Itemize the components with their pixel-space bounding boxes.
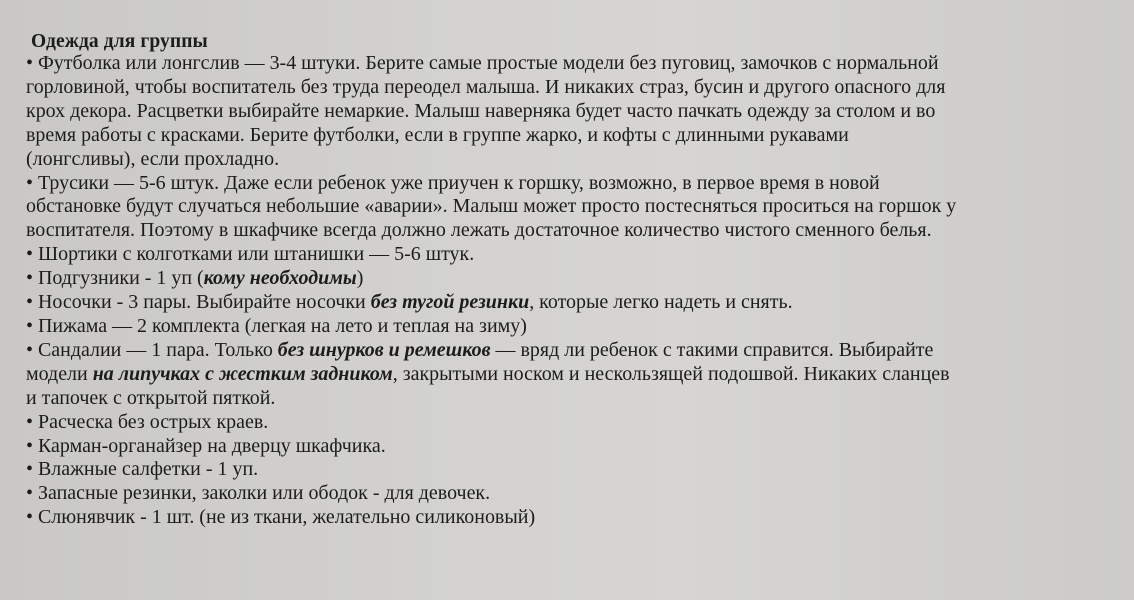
list-item [26,315,1114,339]
list-item-line [26,482,1112,506]
list-item-line [26,52,1112,76]
list-item [26,506,1114,530]
list-item [26,243,1114,267]
item-text: (лонгсливы), если прохладно. [26,147,280,170]
item-text: • Шортики с колготками или штанишки — 5-6 штук. [26,243,475,266]
item-text: • Влажные салфетки - 1 уп. [26,458,259,481]
list-item [26,291,1114,315]
item-text: крох декора. Расцветки выбирайте немаркие. Малыш наверняка будет часто пачкать одежду за столом и во [26,99,936,122]
list-item-line [26,387,1112,411]
list-item-line [26,195,1112,219]
emphasis-text: без шнурков и ремешков [277,338,491,361]
item-text: время работы с красками. Берите футболки, если в группе жарко, и кофты с длинными рукавами [26,123,849,146]
item-text: • Носочки - 3 пары. Выбирайте носочки [26,291,371,314]
list-item-line [26,435,1112,459]
item-text: и тапочек с открытой пяткой. [26,386,276,409]
list-item-line [26,172,1112,196]
item-text: модели [26,362,93,385]
list-item-line [26,76,1112,100]
clothing-list [26,52,1114,530]
item-text: воспитателя. Поэтому в шкафчике всегда должно лежать достаточное количество чистого сменного белья. [26,219,932,242]
list-item-line [26,411,1112,435]
list-item-line [26,291,1112,315]
emphasis-text: кому необходимы [203,267,357,290]
item-text: • Подгузники - 1 уп ( [26,267,204,290]
list-item-line [26,243,1112,267]
item-text: обстановке будут случаться небольшие «аварии». Малыш может просто постесняться проситься на горшок у [26,195,957,218]
item-text: • Запасные резинки, заколки или ободок - для девочек. [26,482,491,505]
list-item-line [26,363,1112,387]
list-item-line [26,267,1112,291]
list-item [26,172,1114,244]
list-item-line [26,458,1112,482]
list-item-line [26,148,1112,172]
item-text: • Сандалии — 1 пара. Только [26,338,278,361]
list-item-line [26,219,1112,243]
list-item [26,435,1114,459]
list-item [26,267,1114,291]
item-text: горловиной, чтобы воспитатель без труда переодел малыша. И никаких страз, бусин и другого опасного для [26,75,946,98]
list-item [26,458,1114,482]
list-item [26,52,1114,172]
item-text: • Расческа без острых краев. [26,410,269,433]
item-text: , закрытыми носком и нескользящей подошвой. Никаких сланцев [392,362,950,385]
item-text: • Карман-органайзер на дверцу шкафчика. [26,434,386,457]
list-item-line [26,100,1112,124]
document-title: Одежда для группы [31,31,208,52]
emphasis-text: на липучках с жестким задником [92,362,393,385]
item-text: • Футболка или лонгслив — 3-4 штуки. Берите самые простые модели без пуговиц, замочков с нормальной [26,52,939,74]
item-text: • Трусики — 5-6 штук. Даже если ребенок уже приучен к горшку, возможно, в первое время в новой [26,171,880,194]
item-text: • Пижама — 2 комплекта (легкая на лето и теплая на зиму) [26,314,527,337]
item-text: , которые легко надеть и снять. [529,291,793,314]
list-item [26,411,1114,435]
emphasis-text: без тугой резинки [370,291,530,314]
list-item-line [26,506,1112,530]
item-text: ) [356,267,364,290]
item-text: • Слюнявчик - 1 шт. (не из ткани, желательно силиконовый) [26,506,536,529]
list-item-line [26,315,1112,339]
list-item [26,339,1114,411]
list-item-line [26,124,1112,148]
list-item [26,482,1114,506]
list-item-line [26,339,1112,363]
item-text: — вряд ли ребенок с такими справится. Выбирайте [490,338,934,361]
